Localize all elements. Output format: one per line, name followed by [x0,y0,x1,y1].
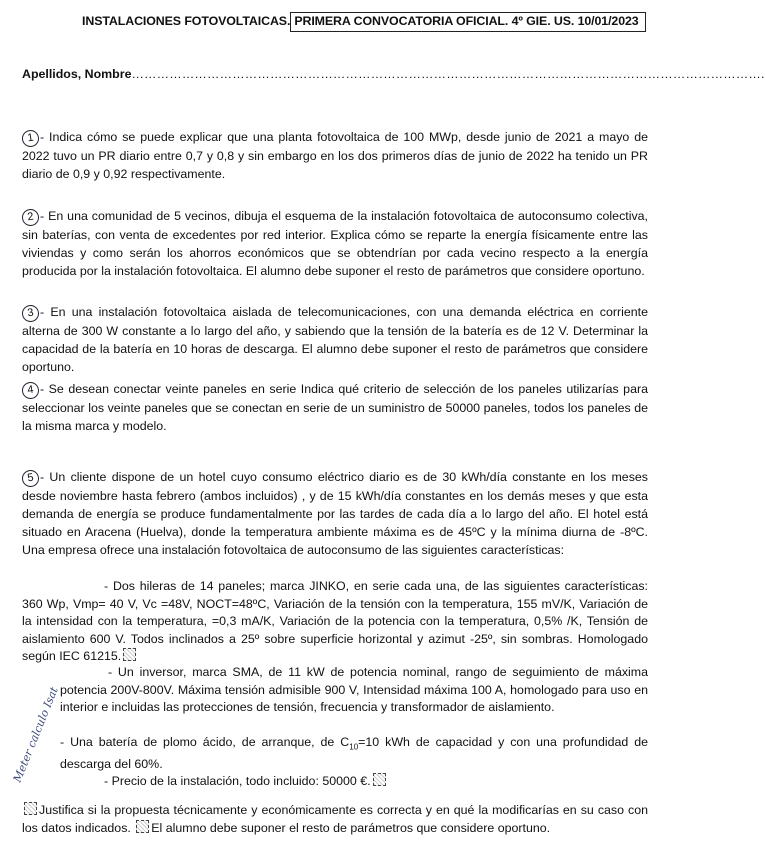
question-number: 4 [21,381,40,400]
q5-battery-spec: - Una batería de plomo ácido, de arranque, de $C_{10}=10$ kWh de capacidad y con una profundidad de descarga del 60%. [60,735,649,771]
placeholder-glyph-icon [136,820,149,833]
q5-closing: Justifica si la propuesta técnicamente y económicamente es correcta y en qué la modificarías en su caso con los datos indicados. El alumno debe suponer el resto de parámetros que considere oportuno. [22,803,648,835]
question-4 [22,380,648,435]
name-label: Apellidos, Nombre [22,67,132,81]
placeholder-glyph-icon [373,773,386,786]
question-2 [22,207,648,280]
q5-inverter-spec: - Un inversor, marca SMA, de 11 kW de potencia nominal, rango de seguimiento de máxima potencia 200V-800V. Máxima tensión admisible 900 V, Intensidad máxima 100 A, homologado para uso en interior e incluidas las protecciones de tensión, frecuencia y transformador de aislamiento. [60,665,648,714]
question-number: 5 [21,469,40,488]
question-3 [22,303,648,376]
placeholder-glyph-icon [123,648,136,661]
exam-header [82,12,646,32]
handwritten-note [6,685,61,789]
q5-panels-spec: - Dos hileras de 14 paneles; marca JINKO, en serie cada una, de las siguientes características: 360 Wp, Vmp= 40 V, Vc =48V, NOCT=48ºC, Variación de la tensión con la temperatura, 155 mV/K, Variación de la intensidad con la temperatura, =0,3 mA/K, Variación de la potencia con la temperatura, 0,5% /K, Tensión de aislamiento 600 V. Todos inclinados a 25º sobre superficie horizontal y azimut -25º, sin sombras. Homologado según IEC 61215. [22,579,648,663]
name-dotted-line: ……………………………………………………………………………………………………………………………………. [131,67,765,81]
question-5 [22,468,648,559]
name-field [22,67,765,81]
course-title: INSTALACIONES FOTOVOLTAICAS. [82,14,291,28]
question-1 [22,128,648,183]
question-number: 1 [21,129,40,148]
exam-session-box: PRIMERA CONVOCATORIA OFICIAL. 4º GIE. US. 10/01/2023 [290,12,645,32]
question-text: - Indica cómo se puede explicar que una planta fotovoltaica de 100 MWp, desde junio de 2021 a mayo de 2022 tuvo un PR diario entre 0,7 y 0,8 y sin embargo en los dos primeros días de junio de 2022 ha tenido un PR diario de 0,9 y 0,92 respectivamente. [22,130,648,181]
question-number: 3 [21,304,40,323]
placeholder-glyph-icon [24,802,37,815]
handwritten-note-text: Meter calculo Isat [10,685,61,785]
q5-price: - Precio de la instalación, todo incluido: 50000 €. [104,773,644,791]
question-text: - En una comunidad de 5 vecinos, dibuja el esquema de la instalación fotovoltaica de autoconsumo colectiva, sin baterías, con venta de excedentes por red interior. Explica cómo se reparte la energía físicamente entre las viviendas y como serán los ahorros económicos que se obtendrían por cada vecino respecto a la energía producida por la instalación fotovoltaica. El alumno debe suponer el resto de parámetros que considere oportuno. [22,209,648,278]
question-text: - En una instalación fotovoltaica aislada de telecomunicaciones, con una demanda eléctrica en corriente alterna de 300 W constante a lo largo del año, y sabiendo que la tensión de la batería es de 12 V. Determinar la capacidad de la batería en 10 horas de descarga. El alumno debe suponer el resto de parámetros que considere oportuno. [22,305,648,374]
question-number: 2 [21,208,40,227]
question-text: - Un cliente dispone de un hotel cuyo consumo eléctrico diario es de 30 kWh/día constante en los meses desde noviembre hasta febrero (ambos incluidos) , y de 15 kWh/día constantes en los demás meses y que esta demanda de energía se produce fundamentalmente por las tardes de cada día a lo largo del año. El hotel está situado en Aracena (Huelva), donde la temperatura ambiente máxima es de 45ºC y la mínima diurna de -8ºC. Una empresa ofrece una instalación fotovoltaica de autoconsumo de las siguientes características: [22,470,648,557]
question-text: - Se desean conectar veinte paneles en serie Indica qué criterio de selección de los paneles utilizarías para seleccionar los veinte paneles que se conectan en serie de un suministro de 50000 paneles, todos los paneles de la misma marca y modelo. [22,382,648,433]
